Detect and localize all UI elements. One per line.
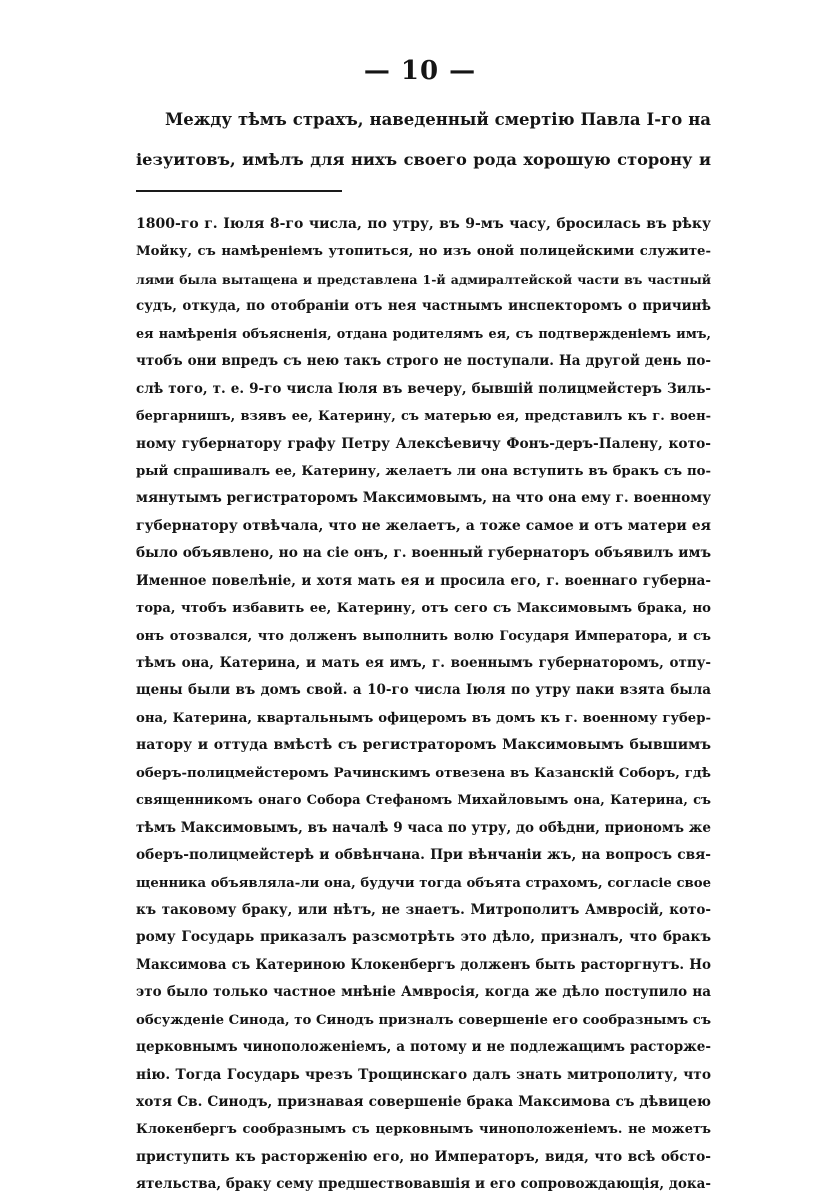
footnote-line: приступить къ расторженію его, но Императоръ, видя, что всѣ обсто- — [136, 1148, 711, 1165]
footnote-line: церковнымъ чиноположеніемъ, а потому и не подлежащимъ расторже- — [136, 1039, 711, 1056]
footnote-line: натору и оттуда вмѣстѣ съ регистраторомъ Максимовымъ бывшимъ — [136, 737, 711, 754]
footnote-line: Максимова съ Катериною Клокенбергъ долженъ быть расторгнутъ. Но — [136, 956, 711, 973]
footnote-line: нію. Тогда Государь чрезъ Трощинскаго далъ знать митрополиту, что — [136, 1066, 711, 1083]
footnote-line: оберъ-полицмейстерѣ и обвѣнчана. При вѣнчаніи жъ, на вопросъ свя- — [136, 847, 711, 864]
footnote-line: она, Катерина, квартальнымъ офицеромъ въ домъ къ г. военному губер- — [136, 710, 711, 726]
footnote-line: рому Государь приказалъ разсмотрѣть это дѣло, призналъ, что бракъ — [136, 929, 711, 946]
footnote-line: ному губернатору графу Петру Алексѣевичу Фонъ-деръ-Палену, кото- — [136, 435, 711, 452]
main-text-line: іезуитовъ, имѣлъ для нихъ своего рода хорошую сторону и — [136, 150, 711, 169]
footnote-line: щены были въ домъ свой. а 10-го числа Іюля по утру паки взята была — [136, 682, 711, 699]
footnote-line: 1800-го г. Іюля 8-го числа, по утру, въ 9-мъ часу, бросилась въ рѣку — [136, 216, 711, 232]
footnote-line: хотя Св. Синодъ, признавая совершеніе брака Максимова съ дѣвицею — [136, 1094, 711, 1110]
footnote-line: ятельства, браку сему предшествовавшія и его сопровождающія, дока- — [136, 1176, 711, 1193]
main-text — [136, 100, 711, 180]
footnote-line: священникомъ онаго Собора Стефаномъ Михайловымъ она, Катерина, съ — [136, 793, 711, 809]
footnote-line: чтобъ они впредъ съ нею такъ строго не поступали. На другой день по- — [136, 353, 711, 370]
footnote-line: рый спрашивалъ ее, Катерину, желаетъ ли она вступить въ бракъ съ по- — [136, 463, 711, 479]
footnote-line: судъ, откуда, по отобраніи отъ нея частнымъ инспекторомъ о причинѣ — [136, 298, 711, 315]
footnote-line: ея намѣренія объясненія, отдана родителямъ ея, съ подтвержденіемъ имъ, — [136, 326, 711, 342]
footnote-line: это было только частное мнѣніе Амвросія, когда же дѣло поступило на — [136, 984, 711, 1001]
footnote-line: обсужденіе Синода, то Синодъ призналъ совершеніе его сообразнымъ съ — [136, 1012, 711, 1028]
footnote-line: къ таковому браку, или нѣтъ, не знаетъ. Митрополитъ Амвросій, кото- — [136, 901, 711, 918]
main-text-line: Между тѣмъ страхъ, наведенный смертію Павла І-го на — [165, 110, 711, 129]
footnote-line: слѣ того, т. е. 9-го числа Іюля въ вечеру, бывшій полицмейстеръ Зиль- — [136, 380, 711, 397]
footnote-divider — [136, 190, 342, 192]
footnote-line: было объявлено, но на сіе онъ, г. военный губернаторъ объявилъ имъ — [136, 545, 711, 562]
footnote-line: Именное повелѣніе, и хотя мать ея и просила его, г. военнаго губерна- — [136, 572, 711, 589]
footnote-line: тѣмъ Максимовымъ, въ началѣ 9 часа по утру, до обѣдни, приономъ же — [136, 819, 711, 836]
footnote-line: тѣмъ она, Катерина, и мать ея имъ, г. военнымъ губернаторомъ, отпу- — [136, 655, 711, 671]
footnote-line: Мойку, съ намѣреніемъ утопиться, но изъ оной полицейскими служите- — [136, 244, 711, 260]
footnote-line: Клокенбергъ сообразнымъ съ церковнымъ чиноположеніемъ. не можетъ — [136, 1122, 711, 1138]
footnote-line: губернатору отвѣчала, что не желаетъ, а тоже самое и отъ матери ея — [136, 517, 711, 534]
page-number: — 10 — — [363, 56, 477, 86]
footnote-line: тора, чтобъ избавить ее, Катерину, отъ сего съ Максимовымъ брака, но — [136, 601, 711, 617]
footnote-line: онъ отозвался, что долженъ выполнить волю Государя Императора, и съ — [136, 628, 711, 644]
footnote-line: мянутымъ регистраторомъ Максимовымъ, на что она ему г. военному — [136, 490, 711, 507]
footnote-line: оберъ-полицмейстеромъ Рачинскимъ отвезена въ Казанскій Соборъ, гдѣ — [136, 765, 711, 781]
footnote-line: щенника объявляла-ли она, будучи тогда объята страхомъ, согласіе свое — [136, 875, 711, 891]
footnote-line: бергарнишъ, взявъ ее, Катерину, съ матерью ея, представилъ къ г. воен- — [136, 409, 711, 425]
footnote — [136, 211, 711, 1199]
footnote-line: лями была вытащена и представлена 1-й адмиралтейской части въ частный — [136, 271, 711, 287]
